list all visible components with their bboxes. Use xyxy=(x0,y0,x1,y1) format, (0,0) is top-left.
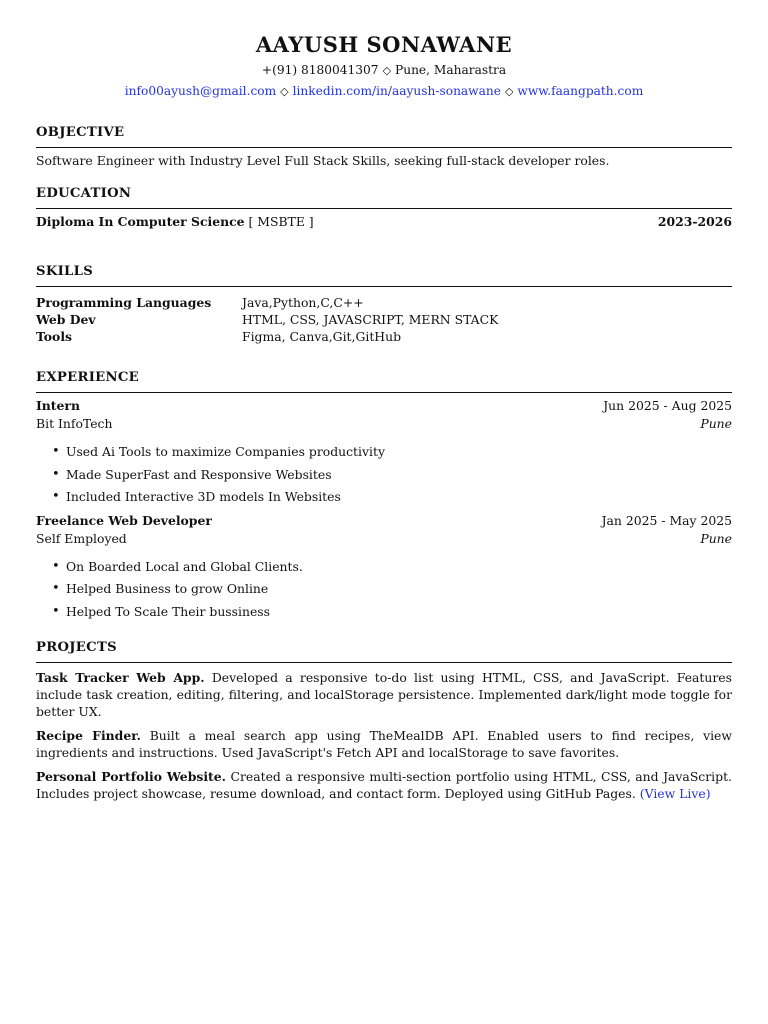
projects-heading: PROJECTS xyxy=(36,640,117,655)
project-name: Recipe Finder. xyxy=(36,728,141,743)
objective-heading: OBJECTIVE xyxy=(36,125,125,140)
skill-row xyxy=(36,294,732,311)
job-company: Bit InfoTech xyxy=(36,416,113,431)
job-bullet: • Used Ai Tools to maximize Companies productivity xyxy=(52,441,732,464)
skill-value: Figma, Canva,Git,GitHub xyxy=(242,329,402,344)
website-link[interactable]: www.faangpath.com xyxy=(517,84,644,98)
job-bullet: • On Boarded Local and Global Clients. xyxy=(52,556,732,579)
job-dates: Jun 2025 - Aug 2025 xyxy=(603,398,732,413)
skill-value: Java,Python,C,C++ xyxy=(242,295,364,310)
job-bullet: • Helped To Scale Their bussiness xyxy=(52,601,732,624)
project-name: Task Tracker Web App. xyxy=(36,670,205,685)
job-entry-freelance xyxy=(36,512,732,624)
linkedin-link[interactable]: linkedin.com/in/aayush-sonawane xyxy=(292,84,501,98)
skills-heading: SKILLS xyxy=(36,264,94,279)
section-divider xyxy=(36,208,732,209)
skill-label: Programming Languages xyxy=(36,295,212,310)
objective-text: Software Engineer with Industry Level Full Stack Skills, seeking full-stack developer roles. xyxy=(36,153,610,168)
email-link[interactable]: info00ayush@gmail.com xyxy=(124,84,277,98)
view-live-link[interactable]: (View Live) xyxy=(639,786,711,801)
skill-value: HTML, CSS, JAVASCRIPT, MERN STACK xyxy=(242,312,499,327)
job-location: Pune xyxy=(700,416,732,431)
skills-table xyxy=(36,294,732,345)
experience-heading: EXPERIENCE xyxy=(36,370,140,385)
education-degree-line xyxy=(36,214,314,230)
phone-number: +(91) 8180041307 xyxy=(261,63,379,77)
job-bullet-list xyxy=(36,556,732,624)
diamond-separator-icon: ◇ xyxy=(382,64,392,77)
education-entry xyxy=(36,214,732,230)
education-board: [ MSBTE ] xyxy=(248,214,314,229)
job-bullet-list xyxy=(36,441,732,509)
section-divider xyxy=(36,286,732,287)
project-name: Personal Portfolio Website. xyxy=(36,769,226,784)
contact-line-primary xyxy=(36,60,732,81)
job-company-row xyxy=(36,530,732,548)
diamond-separator-icon: ◇ xyxy=(280,85,289,98)
job-company-row xyxy=(36,415,732,433)
section-divider xyxy=(36,147,732,148)
job-bullet: • Made SuperFast and Responsive Websites xyxy=(52,464,732,487)
skill-row xyxy=(36,311,732,328)
job-bullet: • Helped Business to grow Online xyxy=(52,578,732,601)
job-header-row xyxy=(36,512,732,530)
skill-label: Web Dev xyxy=(36,312,96,327)
diamond-separator-icon: ◇ xyxy=(504,85,514,98)
project-entry xyxy=(36,768,732,802)
candidate-name: AAYUSH SONAWANE xyxy=(255,32,513,57)
section-divider xyxy=(36,662,732,663)
skill-label: Tools xyxy=(36,329,73,344)
job-dates: Jan 2025 - May 2025 xyxy=(601,512,732,528)
job-entry-intern xyxy=(36,397,732,509)
job-header-row xyxy=(36,397,732,415)
project-entry xyxy=(36,727,732,761)
location-text: Pune, Maharastra xyxy=(395,63,507,77)
job-bullet: • Included Interactive 3D models In Websites xyxy=(52,486,732,509)
education-heading: EDUCATION xyxy=(36,186,132,201)
job-title: Freelance Web Developer xyxy=(36,512,212,528)
project-entry xyxy=(36,669,732,720)
job-company: Self Employed xyxy=(36,530,127,546)
contact-line-links xyxy=(36,81,732,102)
skill-row xyxy=(36,328,732,345)
job-title: Intern xyxy=(36,398,80,413)
education-degree: Diploma In Computer Science xyxy=(36,214,245,229)
education-years: 2023-2026 xyxy=(657,214,732,229)
job-location: Pune xyxy=(700,530,732,546)
project-description: Built a meal search app using TheMealDB API. Enabled users to find recipes, view ingredients and instructions. Used JavaScript's Fetch API and localStorage to save favorites. xyxy=(36,728,732,760)
resume-content xyxy=(36,28,732,802)
project-description: Created a responsive multi-section portfolio using HTML, CSS, and JavaScript. Includes project showcase, resume download, and contact form. Deployed using GitHub Pages. xyxy=(36,769,732,801)
project-description: Developed a responsive to-do list using HTML, CSS, and JavaScript. Features include task creation, editing, filtering, and localStorage persistence. Implemented dark/light mode toggle for better UX. xyxy=(36,670,732,719)
section-divider xyxy=(36,392,732,393)
